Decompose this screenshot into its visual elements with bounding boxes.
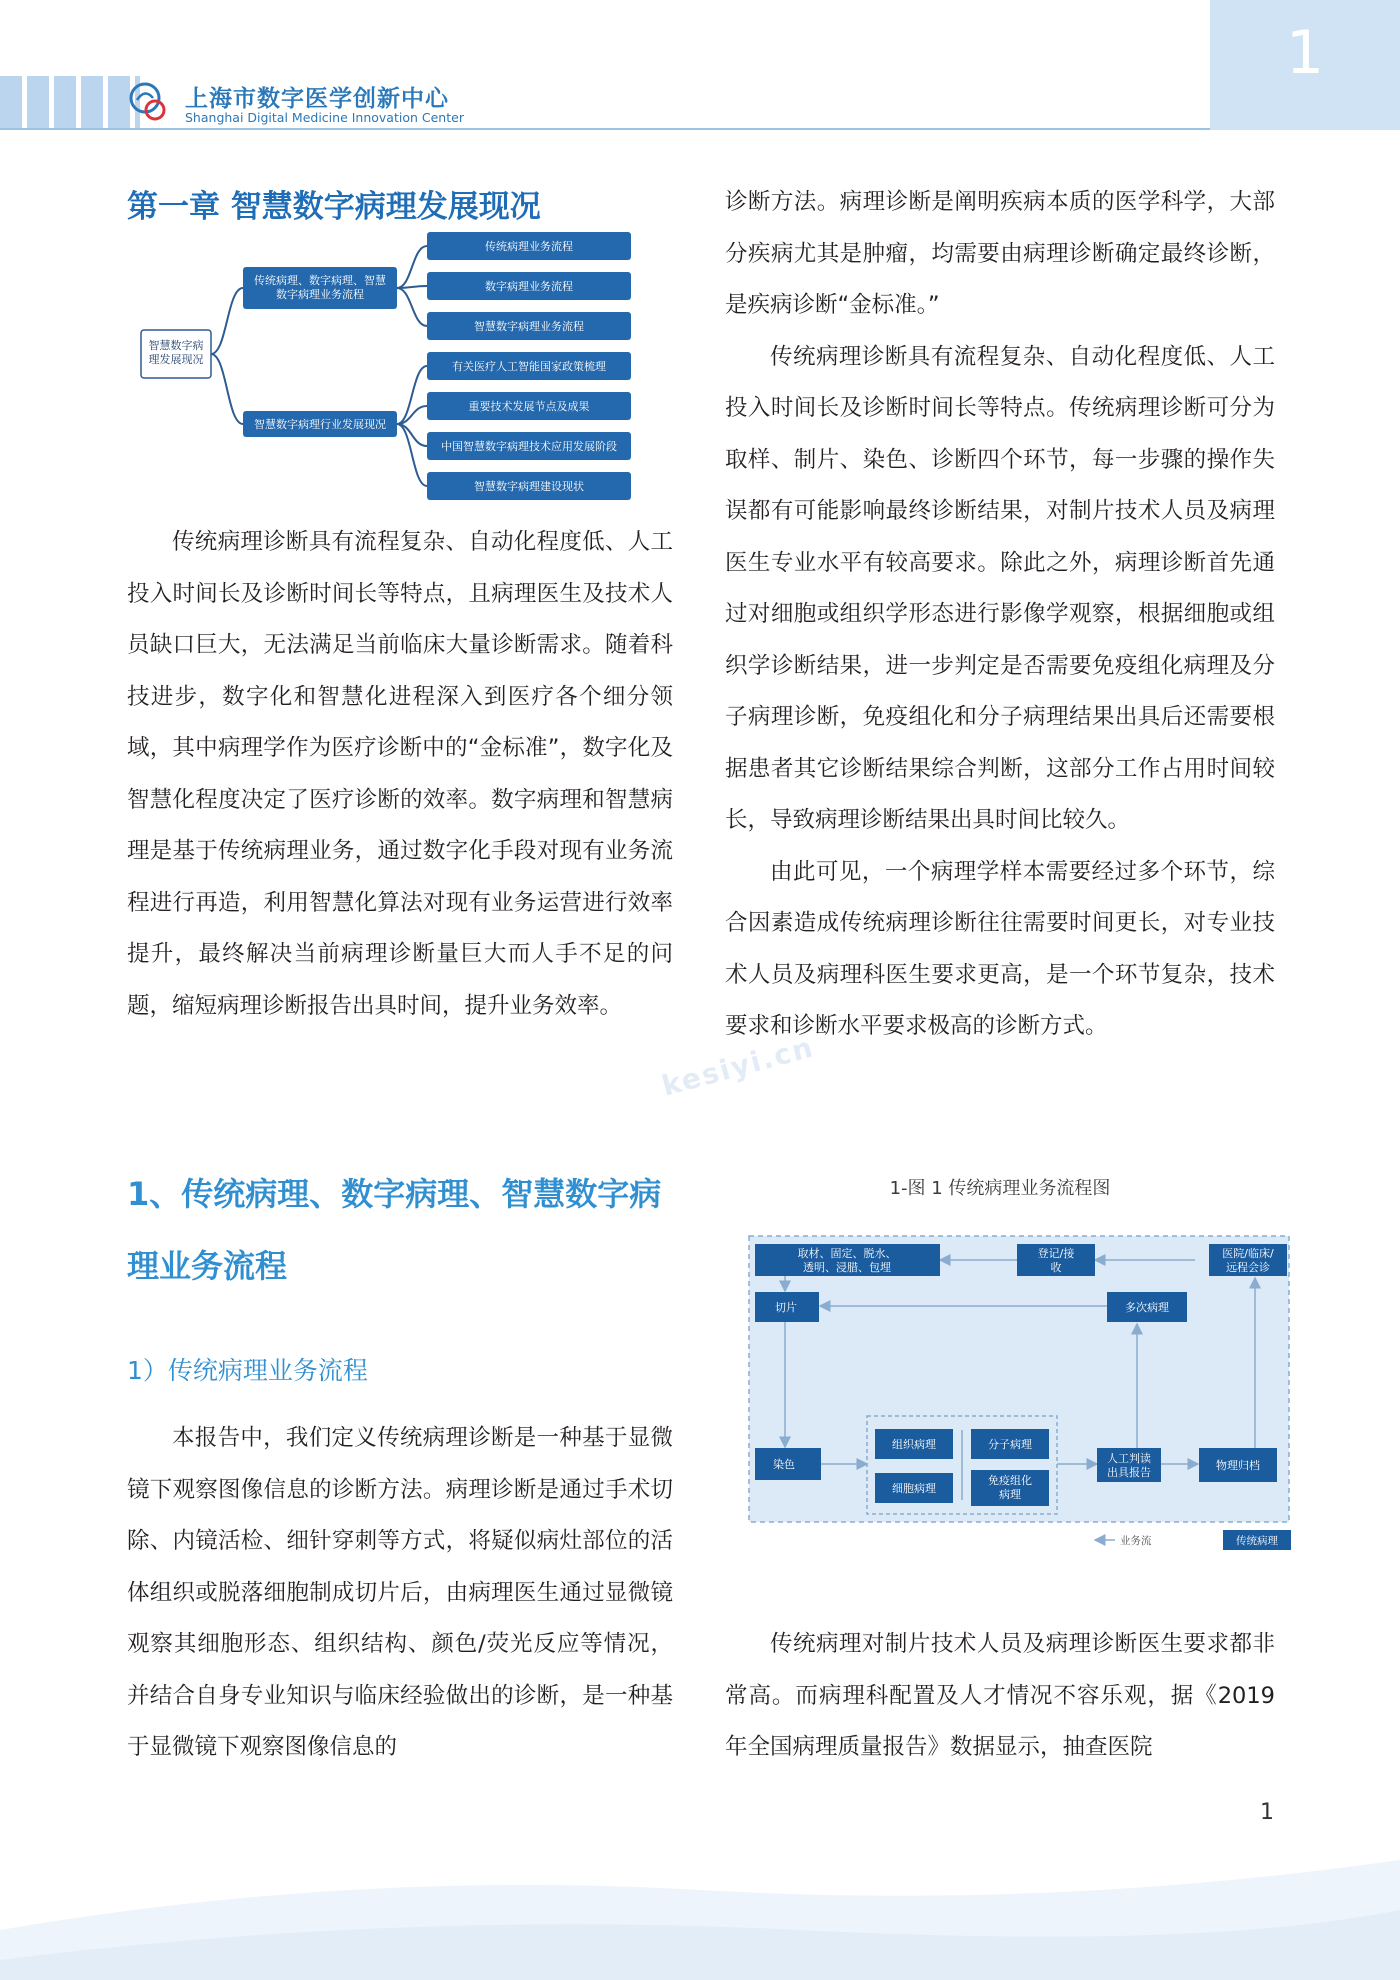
watermark-text: kesiyi.cn (658, 1030, 818, 1103)
flow-node-register-label: 登记/接收 (1037, 1247, 1075, 1274)
flow-node-slicing (755, 1292, 819, 1322)
page-number: 1 (1260, 1800, 1274, 1825)
intro-paragraph: 传统病理诊断具有流程复杂、自动化程度低、人工投入时间长及诊断时间长等特点，且病理医生及技术人员缺口巨大，无法满足当前临床大量诊断需求。随着科技进步，数字化和智慧化进程深入到医疗各个细分领域，其中病理学作为医疗诊断中的“金标准”，数字化及智慧化程度决定了医疗诊断的效率。数字病理和智慧病理是基于传统病理业务，通过数字化手段对现有业务流程进行再造，利用智慧化算法对现有业务运营进行效率提升，最终解决当前病理诊断量巨大而人手不足的问题，缩短病理诊断报告出具时间，提升业务效率。 (127, 529, 673, 1019)
figure-title: 1-图 1 传统病理业务流程图 (889, 1178, 1111, 1199)
flow-node-molecular-label: 分子病理 (988, 1438, 1032, 1451)
flow-node-sampling-label: 取材、固定、脱水、透明、浸腊、包埋 (797, 1247, 897, 1274)
chapter-mindmap (127, 220, 647, 510)
flow-node-archive (1199, 1448, 1277, 1482)
flow-node-report (1097, 1448, 1161, 1482)
flow-node-cell-label: 细胞病理 (892, 1482, 936, 1495)
mindmap-leaf: 智慧数字病理建设现状 (474, 480, 584, 493)
header-rule (0, 128, 1210, 130)
mindmap-leaf: 重要技术发展节点及成果 (468, 400, 590, 413)
flow-node-tissue (875, 1429, 953, 1459)
mindmap-root (141, 330, 211, 378)
flow-node-immuno (971, 1470, 1049, 1506)
footer-wave-decoration (0, 1850, 1400, 1980)
mindmap-branch-2-label: 智慧数字病理行业发展现况 (254, 418, 386, 431)
chapter-title: 第一章 智慧数字病理发展现况 (127, 189, 541, 225)
flow-node-multi (1107, 1292, 1187, 1322)
legend-tag-label: 传统病理 (1236, 1535, 1278, 1547)
flow-node-staining-label: 染色 (773, 1458, 795, 1471)
mindmap-leaf: 传统病理业务流程 (485, 240, 573, 253)
flow-node-immuno-label: 免疫组化病理 (988, 1474, 1032, 1501)
flow-node-multi-label: 多次病理 (1125, 1301, 1169, 1314)
subsection-title: 1）传统病理业务流程 (127, 1356, 368, 1385)
flow-node-slicing-label: 切片 (775, 1301, 797, 1314)
right-paragraph-1: 诊断方法。病理诊断是阐明疾病本质的医学科学，大部分疾病尤其是肿瘤，均需要由病理诊断确定最终诊断，是疾病诊断“金标准。” (725, 189, 1275, 318)
flow-node-sampling (755, 1244, 940, 1276)
flow-node-register (1017, 1244, 1095, 1276)
flow-node-report-label: 人工判读出具报告 (1107, 1452, 1151, 1479)
right-column-text (725, 177, 1275, 1053)
mindmap-leaf: 中国智慧数字病理技术应用发展阶段 (441, 440, 617, 453)
header-stripes (0, 76, 140, 128)
legend-flow-label: 业务流 (1120, 1535, 1152, 1547)
flow-node-molecular (971, 1429, 1049, 1459)
figure-legend (1095, 1530, 1291, 1550)
mindmap-root-label: 智慧数字病理发展现况 (148, 339, 204, 366)
mindmap-leaf: 数字病理业务流程 (485, 280, 573, 293)
flow-node-tissue-label: 组织病理 (892, 1438, 936, 1451)
mindmap-branch-1 (243, 267, 397, 309)
pathology-flow-diagram (745, 1232, 1305, 1557)
org-name-en: Shanghai Digital Medicine Innovation Center (185, 110, 464, 125)
mindmap-leaves (427, 232, 631, 500)
mindmap-leaf: 智慧数字病理业务流程 (474, 320, 584, 333)
org-logo-icon (127, 80, 171, 124)
mindmap-branch-2 (243, 411, 397, 437)
org-name-cn: 上海市数字医学创新中心 (185, 86, 449, 112)
flow-node-hospital (1209, 1244, 1287, 1276)
mindmap-branch-1-label: 传统病理、数字病理、智慧数字病理业务流程 (254, 274, 386, 301)
mindmap-leaf: 有关医疗人工智能国家政策梳理 (452, 360, 606, 373)
section-title: 1、传统病理、数字病理、智慧数字病理业务流程 (127, 1175, 662, 1285)
right-paragraph-2: 传统病理诊断具有流程复杂、自动化程度低、人工投入时间长及诊断时间长等特点。传统病理诊断可分为取样、制片、染色、诊断四个环节，每一步骤的操作失误都有可能影响最终诊断结果，对制片技术人员及病理医生专业水平有较高要求。除此之外，病理诊断首先通过对细胞或组织学形态进行影像学观察，根据细胞或组织学诊断结果，进一步判定是否需要免疫组化病理及分子病理诊断，免疫组化和分子病理结果出具后还需要根据患者其它诊断结果综合判断，这部分工作占用时间较长，导致病理诊断结果出具时间比较久。 (725, 343, 1275, 833)
right-paragraph-3: 由此可见，一个病理学样本需要经过多个环节，综合因素造成传统病理诊断往往需要时间更长，对专业技术人员及病理科医生要求更高，是一个环节复杂，技术要求和诊断水平要求极高的诊断方式。 (725, 858, 1275, 1039)
flow-node-hospital-label: 医院/临床/远程会诊 (1222, 1247, 1274, 1274)
flow-node-cell (875, 1473, 953, 1503)
chapter-number: 1 (1285, 18, 1325, 88)
bottom-right-paragraph: 传统病理对制片技术人员及病理诊断医生要求都非常高。而病理科配置及人才情况不容乐观，据《2019 年全国病理质量报告》数据显示，抽查医院 (725, 1631, 1275, 1760)
flow-node-archive-label: 物理归档 (1216, 1459, 1260, 1472)
flow-node-staining (755, 1448, 821, 1480)
subsection-paragraph: 本报告中，我们定义传统病理诊断是一种基于显微镜下观察图像信息的诊断方法。病理诊断是通过手术切除、内镜活检、细针穿刺等方式，将疑似病灶部位的活体组织或脱落细胞制成切片后，由病理医生通过显微镜观察其细胞形态、组织结构、颜色/荧光反应等情况，并结合自身专业知识与临床经验做出的诊断，是一种基于显微镜下观察图像信息的 (127, 1425, 673, 1760)
